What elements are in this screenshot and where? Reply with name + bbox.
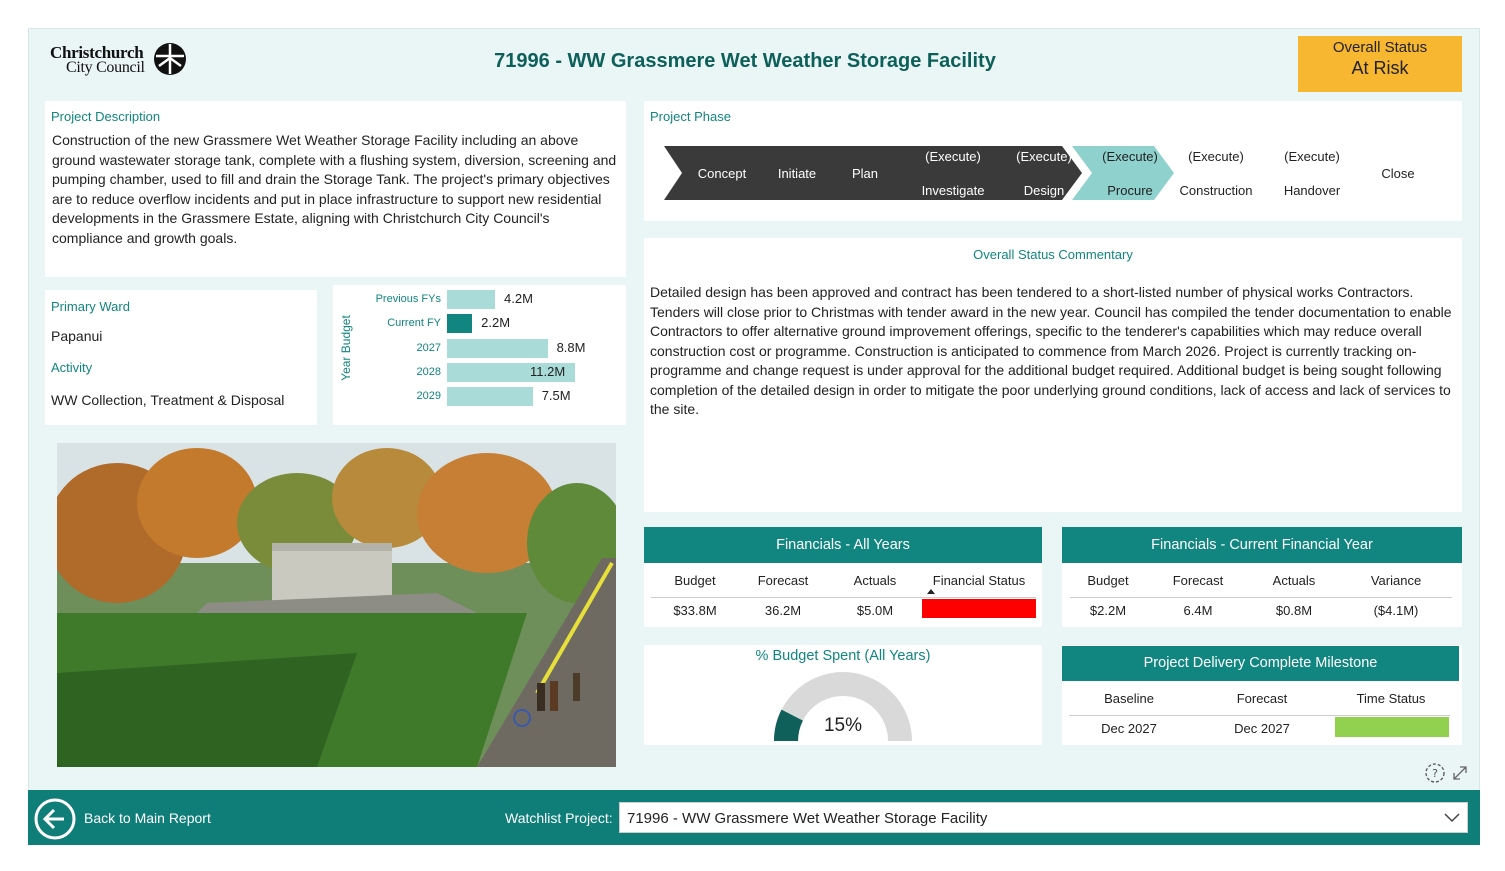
svg-text:?: ?: [1432, 767, 1438, 780]
bar-category-label: 2028: [416, 365, 441, 378]
project-description-label: Project Description: [51, 109, 161, 124]
chevron-down-icon: [1444, 813, 1460, 823]
fin-all-status-label: Financial Status: [932, 573, 1026, 588]
back-arrow-icon[interactable]: [33, 797, 77, 841]
project-phase-label: Project Phase: [650, 109, 731, 124]
budget-bar[interactable]: [447, 387, 533, 406]
bar-value-label: 8.8M: [556, 339, 586, 355]
help-icon[interactable]: [1424, 762, 1446, 784]
year-budget-axis-label: Year Budget: [339, 315, 353, 381]
budget-bar[interactable]: [447, 290, 495, 309]
project-description-card: [45, 101, 626, 277]
phase-step: (Execute) Handover: [1283, 148, 1341, 198]
fin-cur-forecast-value: 6.4M: [1183, 603, 1213, 618]
milestone-baseline-value: Dec 2027: [1101, 721, 1157, 736]
milestone-divider: [1069, 715, 1450, 716]
watchlist-label: Watchlist Project:: [505, 810, 613, 826]
fin-all-divider: [651, 597, 1036, 598]
financials-all-years-title: Financials - All Years: [644, 527, 1042, 563]
phase-step: (Execute) Construction: [1179, 148, 1253, 198]
budget-spent-value: 15%: [823, 715, 863, 736]
bar-category-label: Current FY: [387, 317, 441, 330]
bar-value-label: 11.2M: [530, 363, 566, 379]
activity-label: Activity: [51, 360, 93, 375]
back-to-main-report-button[interactable]: Back to Main Report: [84, 810, 211, 826]
fin-cur-forecast-label: Forecast: [1172, 573, 1224, 588]
fin-cur-variance-label: Variance: [1370, 573, 1422, 588]
fin-all-forecast-label: Forecast: [757, 573, 809, 588]
bar-category-label: Previous FYs: [375, 293, 441, 305]
budget-spent-gauge-card: [644, 645, 1042, 745]
fin-cur-actuals-value: $0.8M: [1275, 603, 1313, 618]
bar-value-label: 7.5M: [541, 388, 571, 404]
logo-mark-icon: [153, 42, 187, 76]
watchlist-project-select[interactable]: [619, 802, 1468, 833]
bar-value-label: 4.2M: [504, 291, 533, 306]
milestone-forecast-label: Forecast: [1236, 691, 1288, 706]
fin-cur-variance-value: ($4.1M): [1373, 603, 1419, 618]
activity-value: WW Collection, Treatment & Disposal: [51, 392, 285, 408]
delivery-milestone-title: Project Delivery Complete Milestone: [1062, 646, 1459, 681]
milestone-time-label: Time Status: [1356, 691, 1426, 706]
phase-step: (Execute) Design: [1016, 148, 1072, 198]
budget-bar[interactable]: [447, 339, 548, 358]
bar-category-label: 2029: [416, 390, 441, 403]
fin-all-actuals-value: $5.0M: [856, 603, 894, 618]
bar-value-label: 2.2M: [481, 315, 511, 331]
phase-step: Close: [1381, 165, 1415, 181]
budget-bar[interactable]: [447, 314, 472, 333]
page-title: 71996 - WW Grassmere Wet Weather Storage Facility: [494, 50, 996, 72]
phase-step: Initiate: [777, 165, 817, 181]
watchlist-selected-value: 71996 - WW Grassmere Wet Weather Storage Facility: [627, 810, 988, 827]
fin-cur-budget-label: Budget: [1087, 573, 1129, 588]
fin-cur-actuals-label: Actuals: [1272, 573, 1316, 588]
primary-ward-label: Primary Ward: [51, 299, 130, 314]
overall-status-badge: [1298, 36, 1462, 92]
project-description-text: Construction of the new Grassmere Wet Weather Storage Facility including an above ground wastewater storage tank, complete with a flushing system, diversion, screening and pumping chamber, used to fill and drain the Storage Tank. The project's primary objectives are to reduce overflow incidents and put in place infrastructure to support new residential developments in the Grassmere Estate, aligning with Christchurch City Council's compliance and growth goals.: [52, 132, 617, 246]
status-commentary-label: Overall Status Commentary: [973, 247, 1133, 262]
ward-card: [45, 290, 317, 425]
project-site-image: [57, 443, 616, 767]
budget-spent-title: % Budget Spent (All Years): [755, 648, 931, 664]
overall-status-label: Overall Status: [1332, 39, 1428, 56]
phase-step: Plan: [851, 165, 879, 181]
financial-status-indicator: [922, 599, 1036, 618]
fullscreen-icon[interactable]: [1451, 764, 1473, 784]
phase-step: (Execute) Investigate: [921, 148, 985, 198]
sort-indicator-icon[interactable]: [927, 589, 935, 594]
fin-cur-divider: [1070, 597, 1452, 598]
time-status-indicator: [1335, 717, 1449, 737]
phase-chevron-strip: [664, 146, 1454, 200]
milestone-forecast-value: Dec 2027: [1234, 721, 1290, 736]
financials-current-fy-title: Financials - Current Financial Year: [1062, 527, 1462, 563]
overall-status-value: At Risk: [1351, 58, 1409, 78]
milestone-baseline-label: Baseline: [1104, 691, 1154, 706]
bar-category-label: 2027: [416, 341, 441, 354]
logo-line2: City Council: [66, 59, 145, 76]
status-commentary-card: [644, 238, 1462, 512]
logo-line1: Christchurch: [50, 43, 144, 62]
fin-all-forecast-value: 36.2M: [764, 603, 802, 618]
fin-all-budget-label: Budget: [674, 573, 716, 588]
phase-step: Concept: [697, 165, 747, 181]
status-commentary-text: Detailed design has been approved and contract has been tendered to a short-listed number of physical works Contractors. Tenders will close prior to Christmas with tender award in the new year. Council has compiled the tender documentation to enable Contractors to offer alternative ground improvement offerings, specific to the tenderer's capabilities which may reduce overall construction cost or programme. Construction is anticipated to commence from March 2026. Project is currently tracking on-programme and change request is under approval for the additional budget required. Additional budget is being sought following completion of the detailed design in order to mitigate the poor underlying ground conditions, lack of access and lack of services to the site.: [650, 284, 1452, 417]
site-render-illustration: [57, 443, 616, 767]
primary-ward-value: Papanui: [51, 328, 103, 344]
year-budget-chart: [333, 285, 626, 425]
fin-cur-budget-value: $2.2M: [1089, 603, 1127, 618]
fin-all-actuals-label: Actuals: [853, 573, 897, 588]
fin-all-budget-value: $33.8M: [673, 603, 717, 618]
phase-step: (Execute) Procure: [1102, 148, 1158, 198]
